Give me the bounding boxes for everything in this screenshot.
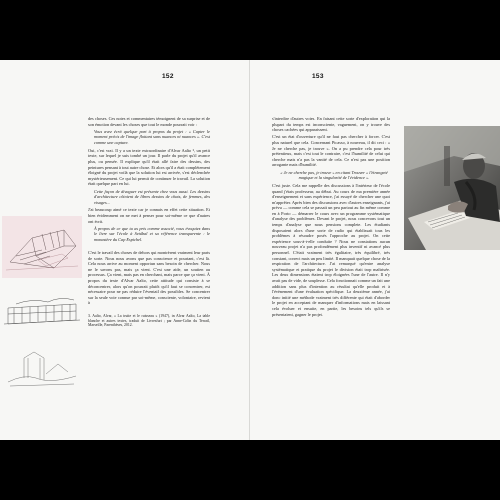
architect-drawing-photo xyxy=(404,126,500,250)
left-page xyxy=(0,60,249,440)
page-number-left: 152 xyxy=(162,73,174,80)
bottom-black-band xyxy=(0,440,500,500)
interview-question: Cette façon de divaguer est présente chez vous aussi. Les dessins d'architecture côtoient de libres dessins de chats, de femmes, des visages... xyxy=(94,188,210,205)
interview-question: « Je ne cherche pas, je trouve » en citant Trouver « l'étrangeté magique et la singularité de l'évidence ». xyxy=(280,169,388,181)
top-black-band xyxy=(0,0,500,60)
paragraph: C'est un état d'ouverture qu'il ne faut pas chercher à forcer. C'est plus naturel que cela. Concernant Picasso, à nouveau, il dit ceci : « Je ne cherche pas, je trouve ». On a pu prendre cela pour très prétentieux, mais c'est tout le contraire, c'est l'humilité de celui qui cherche mais n'a pas la vanité de cela. Ce n'est pas une position arrogante mais d'humilité. xyxy=(272,134,390,168)
right-text-column xyxy=(272,116,390,319)
book-spread xyxy=(0,60,500,440)
landscape-sketch xyxy=(6,344,78,390)
paragraph: des choses. Ces notes et commentaires témoignent de sa surprise et de son émotion devant les choses que tout le monde pourrait voir : xyxy=(88,116,210,127)
interview-question: À propos de ce que tu as pris comme associé, vous évoquiez dans le livre sur l'école à Setúbal et sa référence transparente : le monastère du Cap Espichel. xyxy=(94,225,210,243)
right-page xyxy=(250,60,500,440)
footnote: 3. Aalto, Alvar, « La truite et le ruisseau » (1947), in Alvar Aalto, La table blanche et autres textes, traduit de Livresfurt ; par Anne-Colin du Terrail, Marseille, Parenthèses, 2012. xyxy=(88,313,210,328)
paragraph: s'interdire d'autres voies. En faisant cette sorte d'exploration qui la plupart du temps est inconsciente, vaguement, on y trouve des choses cachées qui apparaissent. xyxy=(272,116,390,133)
architecture-sketch-facade xyxy=(2,294,82,334)
interview-question: Vous avez écrit quelque part à propos du projet : « Capter le moment précis de l'image flottant sans nuances ni nuances ». C'est comme une capture. xyxy=(94,128,210,145)
left-text-column-lower xyxy=(88,250,210,330)
paragraph: C'est juste. Cela me rappelle des discussions à l'intérieur de l'école quand j'étais professeur, au début. Au cours de ma première année d'enseignement et sans expérience, j'ai essayé de chercher une quoi m'apprêter. Après bien des discussions avec d'autres enseignants, j'ai prévu — comme cela se passait un peu partout au fin même comme en à Porto — démarrer le cours avec un programme systématique d'analyse des problèmes. Devant le projet, nous concevons tout un temps d'analyse que nous pensions complete. Les étudiants disposaient alors d'une sorte de radio qui établissait tous les problèmes à résoudre posés l'approche au projet. On cette expérience sous-à-t-elle conduite ? Nous ne constations aucun nouveau projet n'a pas profondément plus inventif ni avancé plus personnel. C'était vraiment très égalitaire, très équilibré, très constant, correct mais un peu limité. Il manquait quelque chose de la respiration de l'architecture. J'ai remarqué qu'entre analyse systématique et pratique du projet le division était trop maîtrisée. Les deux dimensions étaient trop éloignées l'une de l'autre. Il n'y avait pas de vide, de souplesse. Cela fonctionnait comme un fait une addition sans plus d'intention au résultat qu'elle produit et à l'évènement d'une évaluation spécifique. La deuxième année, j'ai donc initié une méthode vraiment très différente qui était d'aborder le projet en acceptant de manquer d'informations mais en laissant cela évoluer et ensuite, en partie, les besoins tels qu'ils se présentaient, gagner le projet. xyxy=(272,182,391,317)
architecture-sketch-pink xyxy=(2,216,82,278)
paragraph: Oui, c'est vrai. Il y a un texte extraordinaire d'Alvar Aalto ³, un petit texte, sur lequel je suis tombé un jour. Il parle du projet qu'il avance plus, ou pensée. Il explique qu'il était allé faire des dessins, des peintures pensant à tout autre chose. Et alors qu'il a était complètement éloigné du projet voilà que la solution lui est arrivée, s'est déclenchée mystérieusement. Ce qui lui permit de continuer le travail. La solution était quelque part en lui. xyxy=(88,147,211,187)
paragraph: C'est le travail des choses de dehors qui montrèrent vraiment leur parts de sorte. Nous nous avons que pas conscience et pourtant, c'est là. Cela nous arrive au moment opportun sans besoin de chercher. Nous ne le savons pas, mais ça vient. C'est une aide, un soutien au processus. Ça vient, mais pas en cherchant, mais parce que ça vient. À propos du texte d'Alvar Aalto, cette attitude qui consiste à se déconcentrer, alors qu'on pourrait plutôt qu'il faut se concentrer, est nécessaire pour ne pas réduire l'éventail des possibles. Se concentrer sur la seule voie connue par soi-même, consciente, volontaire, revient à xyxy=(88,250,210,306)
page-number-right: 153 xyxy=(312,73,324,80)
left-text-column xyxy=(88,116,210,245)
paragraph: J'ai beaucoup aimé ce texte car je connais en effet cette situation. Et bien évidemment on ne met à penser pour soi-même ce que d'autres ont écrit. xyxy=(88,207,210,224)
